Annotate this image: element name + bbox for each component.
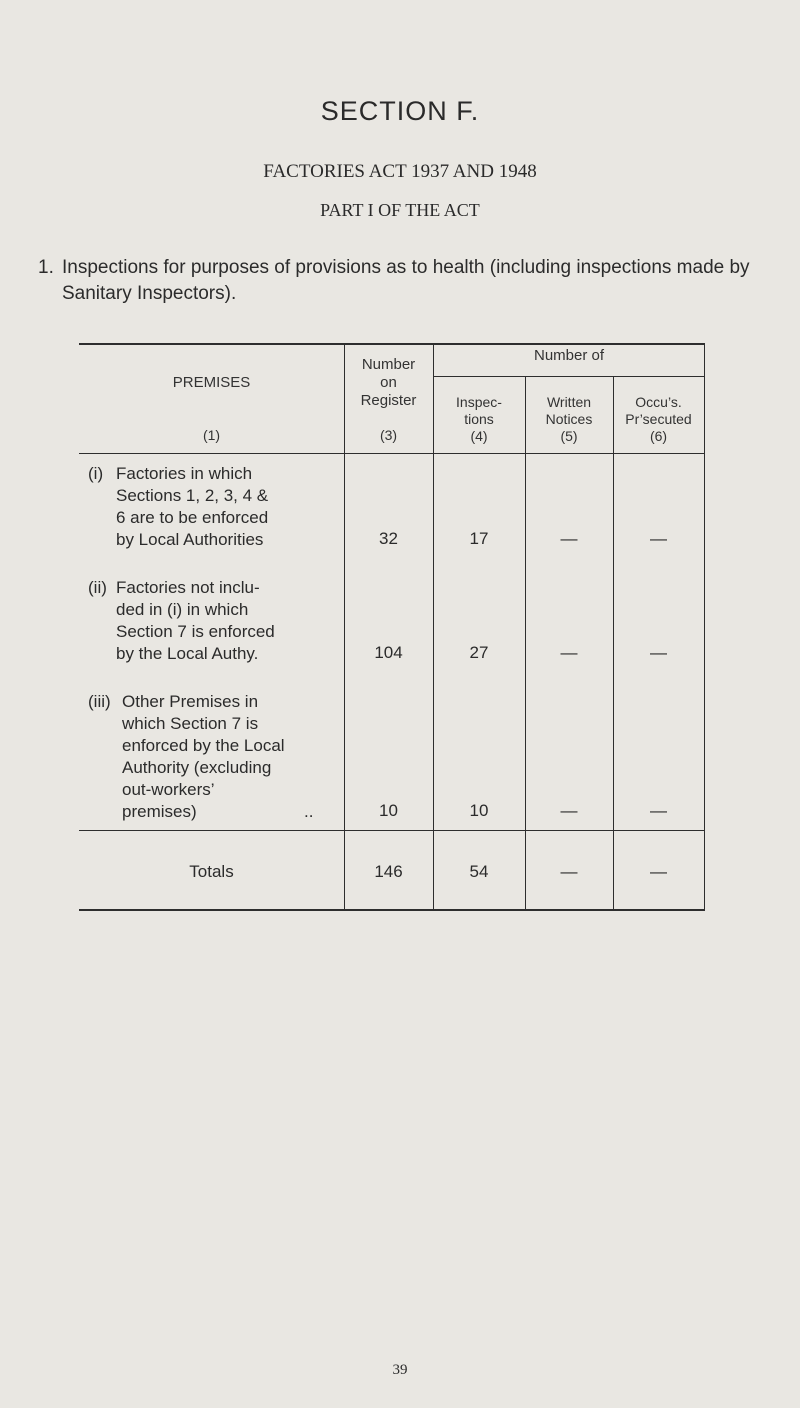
row-text-line: Authority (excluding	[122, 758, 272, 777]
notices-value: —	[560, 529, 578, 548]
notices-value: —	[560, 801, 578, 820]
inspections-col-label: (4)	[470, 428, 488, 444]
inspections-header-line1: Inspec-	[456, 394, 502, 410]
totals-notices: —	[560, 862, 578, 881]
table-bottom-border	[79, 909, 705, 911]
register-value: 10	[379, 801, 398, 820]
row-text-line: by the Local Authy.	[116, 644, 259, 663]
inspections-value: 10	[469, 801, 489, 820]
register-col-label: (3)	[379, 427, 398, 443]
row-text-line: Other Premises in	[122, 692, 259, 711]
inspections-header-line2: tions	[464, 411, 494, 427]
intro-number: 1.	[38, 257, 54, 278]
premises-header	[79, 374, 344, 391]
notices-header	[525, 394, 613, 445]
row-text-line: by Local Authorities	[116, 530, 264, 549]
prosecuted-value: —	[650, 529, 667, 548]
prosecuted-value: —	[650, 801, 667, 820]
register-header-line3: Register	[360, 392, 417, 409]
number-of-divider	[433, 376, 705, 377]
number-of-label: Number of	[533, 347, 605, 364]
prosecuted-header-line2: Pr’secuted	[625, 411, 692, 427]
prosecuted-header	[613, 394, 704, 445]
dot-leader: ..	[304, 802, 314, 821]
totals-prosecuted: —	[650, 862, 667, 881]
row-text-line: Factories in which	[116, 464, 253, 483]
row-text-line: which Section 7 is	[122, 714, 259, 733]
totals-label: Totals	[189, 862, 234, 881]
prosecuted-value: —	[650, 643, 667, 662]
header-bottom-border	[79, 453, 705, 454]
prosecuted-col-label: (6)	[649, 428, 668, 444]
inspections-value: 17	[469, 529, 489, 548]
prosecuted-header-line1: Occu’s.	[635, 394, 682, 410]
row-text-line: Factories not inclu-	[116, 578, 260, 597]
row-text-line: 6 are to be enforced	[116, 508, 269, 527]
totals-top-border	[79, 830, 705, 831]
notices-header-line2: Notices	[545, 411, 593, 427]
totals-register: 146	[374, 862, 403, 881]
premises-col-number	[79, 427, 344, 444]
intro-text: Inspections for purposes of provisions as to health (including inspections made by Sanitary Inspectors).	[62, 257, 750, 304]
register-header	[344, 356, 433, 410]
notices-col-label: (5)	[560, 428, 578, 444]
register-header-line1: Number	[361, 356, 416, 373]
row-number: (iii)	[88, 692, 111, 711]
row-text-line: out-workers’	[122, 780, 215, 799]
row-text-line: ded in (i) in which	[116, 600, 249, 619]
page-number: 39	[392, 1362, 408, 1378]
row-text-line: Section 7 is enforced	[116, 622, 275, 641]
totals-inspections: 54	[469, 862, 489, 881]
row-text-line: premises)	[122, 802, 197, 821]
register-header-line2: on	[380, 374, 397, 391]
premises-col-label: (1)	[202, 427, 221, 443]
register-value: 104	[374, 643, 403, 662]
register-value: 32	[379, 529, 398, 548]
row-number: (ii)	[88, 578, 107, 597]
register-col-number	[344, 427, 433, 444]
inspections-value: 27	[469, 643, 489, 662]
act-title: FACTORIES ACT 1937 AND 1948	[263, 161, 537, 182]
premises-header-label: PREMISES	[172, 374, 251, 391]
notices-value: —	[560, 643, 578, 662]
inspections-header	[433, 394, 525, 445]
part-title: PART I OF THE ACT	[320, 200, 480, 220]
row-text-line: Sections 1, 2, 3, 4 &	[116, 486, 269, 505]
table-right-border	[704, 343, 705, 911]
table-top-border	[79, 343, 705, 345]
number-of-header	[433, 347, 705, 364]
row-text-line: enforced by the Local	[122, 736, 285, 755]
section-title: SECTION F.	[320, 96, 480, 126]
row-number: (i)	[88, 464, 104, 483]
notices-header-line1: Written	[546, 394, 592, 410]
